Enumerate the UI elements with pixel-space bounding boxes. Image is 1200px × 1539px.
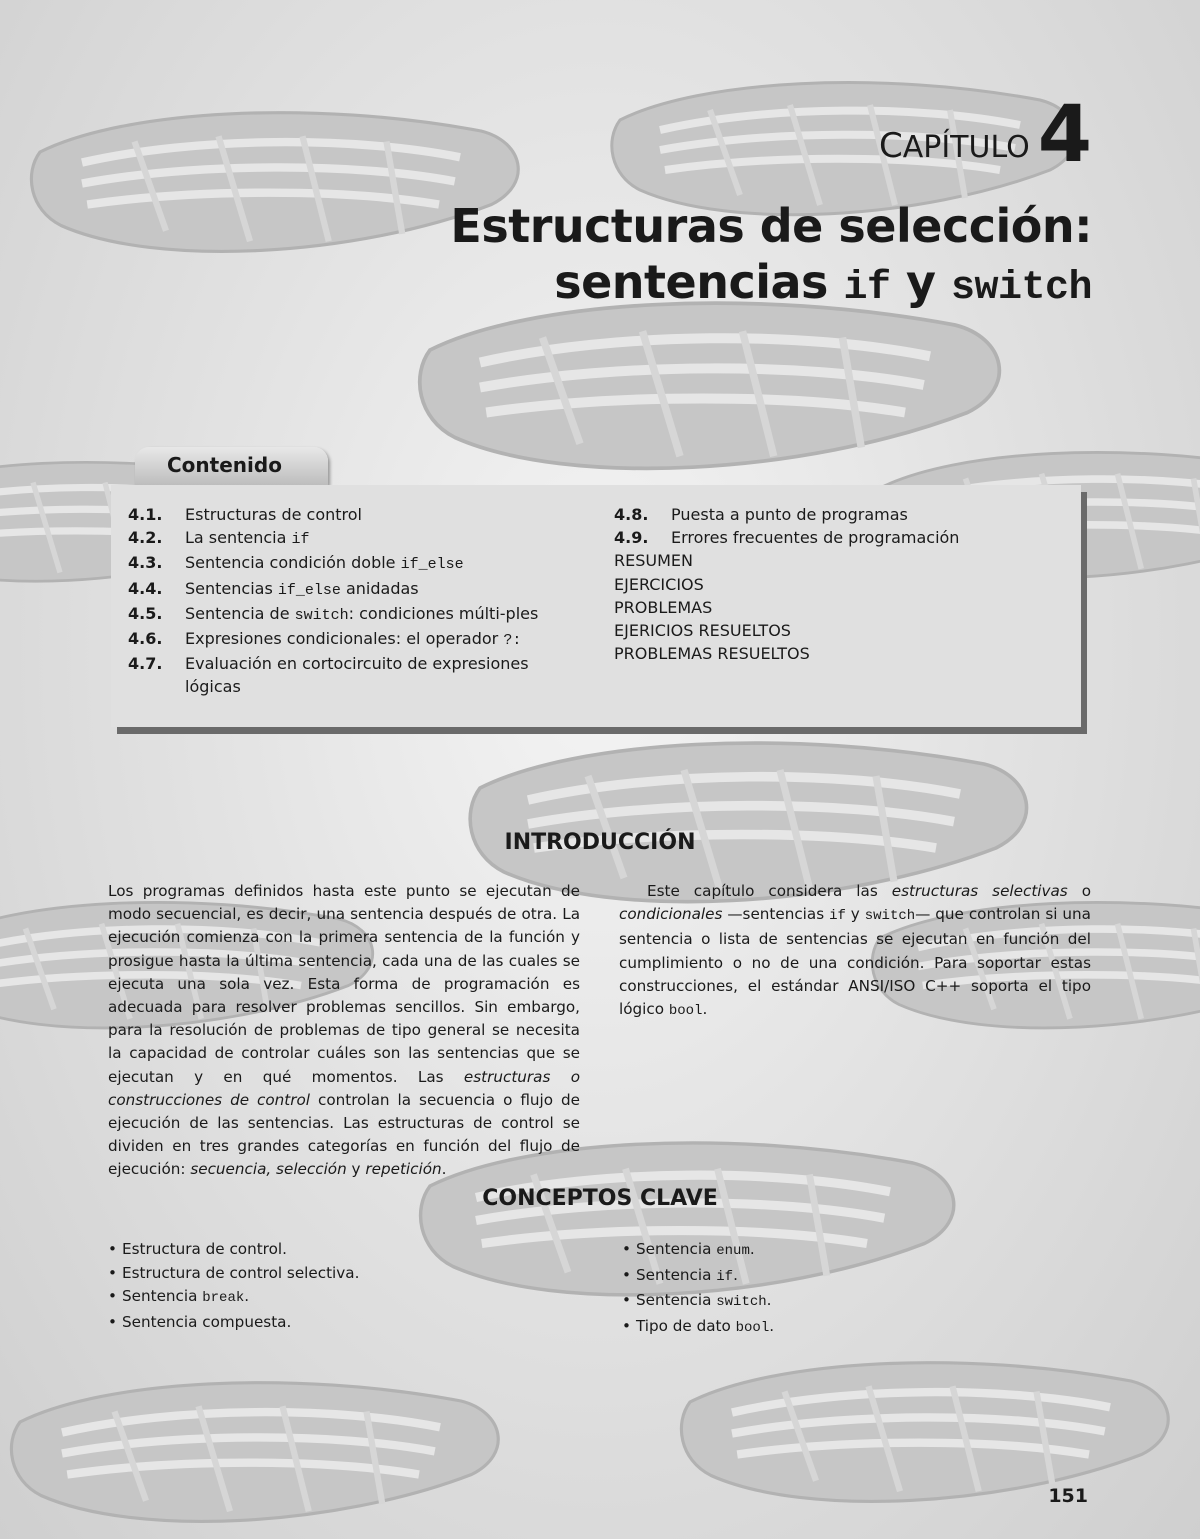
introduction-heading: INTRODUCCIÓN: [504, 830, 696, 855]
toc-item-resumen: RESUMEN: [614, 551, 693, 571]
introduction-column-left: [108, 880, 580, 1182]
page-number: 151: [1048, 1485, 1088, 1507]
list-item: • Sentencia enum.: [622, 1238, 774, 1264]
toc-item-4-6: 4.6. Expresiones condicionales: el operador ?:: [128, 629, 522, 650]
contents-label: Contenido: [167, 453, 282, 477]
introduction-column-right: [619, 880, 1091, 1023]
introduction-paragraph-1: Los programas definidos hasta este punto se ejecutan de modo secuencial, es decir, una sentencia después de otra. La ejecución comienza con la primera sentencia de la función y prosigue hasta la última sentencia, cada una de las cuales se ejecuta una sola vez. Esta forma de programación es adecuada para resolver problemas sencillos. Sin embargo, para la resolución de problemas de tipo general se necesita la capacidad de controlar cuáles son las sentencias que se ejecutan y en qué momentos. Las estructuras o construcciones de control controlan la secuencia o flujo de ejecución de las sentencias. Las estructuras de control se dividen en tres grandes categorías en función del flujo de ejecución: secuencia, selección y repetición.: [108, 882, 580, 1179]
toc-right-column: [614, 503, 1054, 665]
title-line-1: Estructuras de selección:: [450, 199, 1092, 253]
chapter-label: [878, 90, 1092, 180]
toc-item-4-2: 4.2. La sentencia if: [128, 528, 310, 549]
toc-item-problemas: PROBLEMAS: [614, 597, 713, 617]
toc-left-column: [128, 503, 578, 699]
list-item: • Estructura de control selectiva.: [108, 1262, 359, 1286]
toc-item-4-1: 4.1. Estructuras de control: [128, 505, 362, 524]
key-concepts-left-list: [108, 1238, 359, 1334]
contents-tab: [135, 447, 328, 485]
list-item: • Sentencia break.: [108, 1285, 359, 1311]
list-item: • Tipo de dato bool.: [622, 1315, 774, 1341]
toc-item-4-8: 4.8. Puesta a punto de programas: [614, 505, 908, 524]
list-item: • Sentencia compuesta.: [108, 1311, 359, 1335]
toc-item-4-3: 4.3. Sentencia condición doble if_else: [128, 553, 464, 574]
chapter-number: 4: [1037, 90, 1092, 180]
toc-item-problemas-resueltos: PROBLEMAS RESUELTOS: [614, 644, 810, 664]
title-line-2: sentencias if y switch: [554, 255, 1092, 311]
list-item: • Estructura de control.: [108, 1238, 359, 1262]
toc-item-ejercicios: EJERCICIOS: [614, 574, 704, 594]
toc-item-ejercicios-resueltos: EJERICIOS RESUELTOS: [614, 621, 791, 641]
chapter-title: [450, 198, 1092, 317]
toc-item-4-7: 4.7. Evaluación en cortocircuito de expresiones lógicas: [128, 654, 529, 697]
toc-item-4-9: 4.9. Errores frecuentes de programación: [614, 528, 960, 548]
list-item: • Sentencia switch.: [622, 1289, 774, 1315]
chapter-word: CAPÍTULO: [878, 126, 1030, 166]
toc-item-4-5: 4.5. Sentencia de switch: condiciones múlti-ples: [128, 603, 539, 624]
key-concepts-right-list: [622, 1238, 774, 1340]
contents-box: [111, 485, 1081, 727]
key-concepts-heading: CONCEPTOS CLAVE: [482, 1186, 718, 1211]
introduction-paragraph-2: Este capítulo considera las estructuras selectivas o condicionales —sentencias if y switch— que controlan si una sentencia o lista de sentencias se ejecutan en función del cumplimiento o no de una condición. Para soportar estas construcciones, el estándar ANSI/ISO C++ soporta el tipo lógico bool.: [619, 882, 1092, 1020]
toc-item-4-4: 4.4. Sentencias if_else anidadas: [128, 578, 419, 599]
list-item: • Sentencia if.: [622, 1264, 774, 1290]
